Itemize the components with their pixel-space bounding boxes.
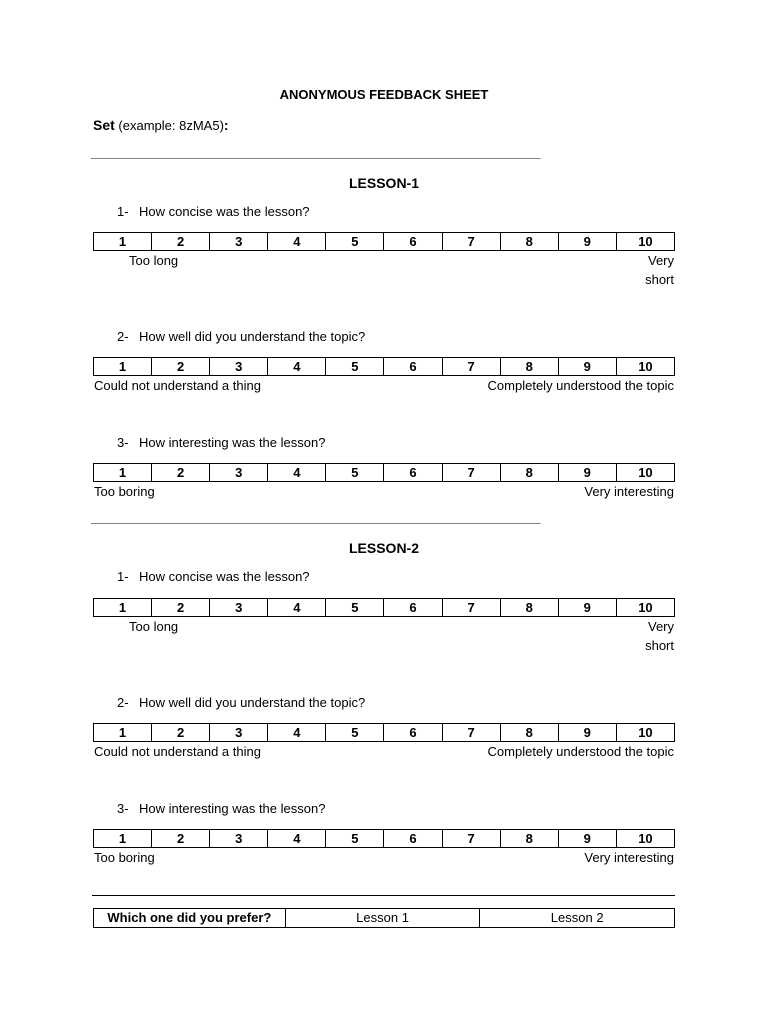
- scale-option-7[interactable]: 7: [442, 830, 500, 848]
- question-text: How well did you understand the topic?: [139, 695, 366, 710]
- scale-option-7[interactable]: 7: [442, 599, 500, 617]
- scale-option-5[interactable]: 5: [326, 358, 384, 376]
- lesson-2-question-3: [117, 801, 325, 816]
- scale-high-label: Completely understood the topic: [487, 744, 674, 759]
- question-text: How well did you understand the topic?: [139, 329, 366, 344]
- scale-option-5[interactable]: 5: [326, 233, 384, 251]
- scale-low-label: Too long: [129, 619, 179, 634]
- scale-high-label: Very interesting: [584, 850, 674, 865]
- scale-option-2[interactable]: 2: [152, 830, 210, 848]
- scale-option-2[interactable]: 2: [152, 599, 210, 617]
- scale-option-3[interactable]: 3: [210, 830, 268, 848]
- scale-option-9[interactable]: 9: [558, 599, 616, 617]
- page-title: ANONYMOUS FEEDBACK SHEET: [279, 87, 489, 102]
- scale-option-1[interactable]: 1: [94, 724, 152, 742]
- lesson-1-heading: LESSON-1: [348, 175, 419, 191]
- question-text: How interesting was the lesson?: [139, 801, 326, 816]
- scale-high-label-line-2: short: [645, 638, 674, 653]
- scale-option-5[interactable]: 5: [326, 599, 384, 617]
- scale-option-6[interactable]: 6: [384, 599, 442, 617]
- scale-option-5[interactable]: 5: [326, 724, 384, 742]
- scale-option-2[interactable]: 2: [152, 358, 210, 376]
- scale-option-1[interactable]: 1: [94, 464, 152, 482]
- lesson-2-q2-scale: [93, 723, 675, 742]
- scale-option-3[interactable]: 3: [210, 724, 268, 742]
- scale-option-3[interactable]: 3: [210, 233, 268, 251]
- scale-option-5[interactable]: 5: [326, 830, 384, 848]
- lesson-2-question-2: [117, 695, 365, 710]
- scale-option-1[interactable]: 1: [94, 830, 152, 848]
- section-divider: ________________________________________________________________________: [91, 510, 540, 525]
- scale-option-6[interactable]: 6: [384, 464, 442, 482]
- scale-option-8[interactable]: 8: [500, 464, 558, 482]
- scale-option-7[interactable]: 7: [442, 464, 500, 482]
- scale-low-label: Too boring: [94, 850, 155, 865]
- scale-option-5[interactable]: 5: [326, 464, 384, 482]
- preference-option-lesson-1[interactable]: Lesson 1: [285, 909, 480, 928]
- scale-option-7[interactable]: 7: [442, 724, 500, 742]
- scale-option-1[interactable]: 1: [94, 358, 152, 376]
- question-number: 2-: [117, 329, 129, 344]
- lesson-2-q1-scale: [93, 598, 675, 617]
- set-colon: :: [223, 117, 229, 133]
- scale-option-3[interactable]: 3: [210, 599, 268, 617]
- scale-high-label: Completely understood the topic: [487, 378, 674, 393]
- scale-option-10[interactable]: 10: [616, 830, 674, 848]
- scale-option-9[interactable]: 9: [558, 233, 616, 251]
- set-example: (example: 8zMA5): [118, 118, 224, 133]
- scale-high-label: Very interesting: [584, 484, 674, 499]
- lesson-2-question-1: [117, 569, 310, 584]
- lesson-2-heading: LESSON-2: [348, 540, 419, 556]
- preference-table: [93, 908, 675, 928]
- scale-option-10[interactable]: 10: [616, 724, 674, 742]
- scale-option-6[interactable]: 6: [384, 233, 442, 251]
- scale-option-7[interactable]: 7: [442, 358, 500, 376]
- scale-low-label: Could not understand a thing: [94, 744, 261, 759]
- preference-option-lesson-2[interactable]: Lesson 2: [480, 909, 675, 928]
- scale-option-4[interactable]: 4: [268, 464, 326, 482]
- scale-high-label-line-1: Very: [647, 253, 674, 268]
- scale-high-label-line-1: Very: [647, 619, 674, 634]
- scale-option-7[interactable]: 7: [442, 233, 500, 251]
- scale-option-6[interactable]: 6: [384, 358, 442, 376]
- scale-option-8[interactable]: 8: [500, 724, 558, 742]
- question-number: 3-: [117, 435, 129, 450]
- scale-option-4[interactable]: 4: [268, 830, 326, 848]
- lesson-1-question-2: [117, 329, 365, 344]
- scale-option-8[interactable]: 8: [500, 830, 558, 848]
- question-text: How concise was the lesson?: [139, 569, 310, 584]
- preference-question: Which one did you prefer?: [94, 909, 286, 928]
- scale-low-label: Too long: [129, 253, 179, 268]
- scale-option-4[interactable]: 4: [268, 358, 326, 376]
- scale-option-4[interactable]: 4: [268, 599, 326, 617]
- scale-option-9[interactable]: 9: [558, 724, 616, 742]
- scale-option-1[interactable]: 1: [94, 599, 152, 617]
- scale-high-label-line-2: short: [645, 272, 674, 287]
- scale-option-6[interactable]: 6: [384, 724, 442, 742]
- question-number: 2-: [117, 695, 129, 710]
- lesson-2-q3-scale: [93, 829, 675, 848]
- scale-option-2[interactable]: 2: [152, 464, 210, 482]
- preference-divider: [92, 895, 675, 896]
- scale-option-4[interactable]: 4: [268, 724, 326, 742]
- question-number: 3-: [117, 801, 129, 816]
- scale-option-8[interactable]: 8: [500, 358, 558, 376]
- scale-option-10[interactable]: 10: [616, 599, 674, 617]
- scale-option-3[interactable]: 3: [210, 464, 268, 482]
- scale-option-8[interactable]: 8: [500, 599, 558, 617]
- lesson-1-q2-scale: [93, 357, 675, 376]
- question-number: 1-: [117, 204, 129, 219]
- lesson-1-question-3: [117, 435, 325, 450]
- scale-option-2[interactable]: 2: [152, 233, 210, 251]
- question-number: 1-: [117, 569, 129, 584]
- scale-option-6[interactable]: 6: [384, 830, 442, 848]
- question-text: How concise was the lesson?: [139, 204, 310, 219]
- lesson-1-question-1: [117, 204, 310, 219]
- scale-option-10[interactable]: 10: [616, 233, 674, 251]
- scale-option-9[interactable]: 9: [558, 464, 616, 482]
- scale-option-10[interactable]: 10: [616, 358, 674, 376]
- scale-option-10[interactable]: 10: [616, 464, 674, 482]
- scale-low-label: Could not understand a thing: [94, 378, 261, 393]
- scale-option-4[interactable]: 4: [268, 233, 326, 251]
- set-label: Set: [93, 117, 115, 133]
- question-text: How interesting was the lesson?: [139, 435, 326, 450]
- scale-option-9[interactable]: 9: [558, 830, 616, 848]
- lesson-1-q1-scale: [93, 232, 675, 251]
- scale-option-8[interactable]: 8: [500, 233, 558, 251]
- scale-option-2[interactable]: 2: [152, 724, 210, 742]
- scale-option-3[interactable]: 3: [210, 358, 268, 376]
- scale-low-label: Too boring: [94, 484, 155, 499]
- set-answer-line[interactable]: ________________________________________________________________________: [91, 145, 540, 160]
- set-field-label: [93, 117, 229, 133]
- scale-option-9[interactable]: 9: [558, 358, 616, 376]
- lesson-1-q3-scale: [93, 463, 675, 482]
- scale-option-1[interactable]: 1: [94, 233, 152, 251]
